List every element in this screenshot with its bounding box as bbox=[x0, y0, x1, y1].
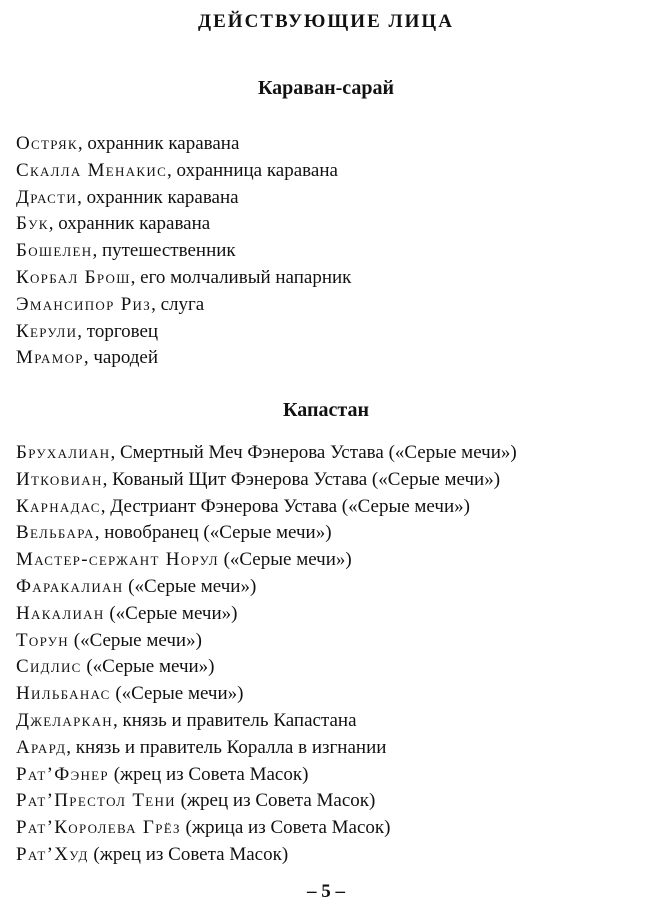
character-entry bbox=[16, 345, 351, 372]
character-description: (жрица из Совета Масок) bbox=[180, 817, 391, 839]
character-description: , новобранец («Серые мечи») bbox=[94, 522, 332, 544]
character-entry bbox=[16, 158, 351, 185]
page-number: – 5 – bbox=[307, 881, 345, 902]
character-name: Корбал Брош bbox=[16, 266, 131, 288]
character-name: Драсти bbox=[16, 186, 78, 208]
character-name: Фаракалиан bbox=[16, 575, 124, 597]
character-description: , Кованый Щит Фэнерова Устава («Серые мечи») bbox=[102, 468, 501, 490]
character-entry bbox=[16, 815, 517, 842]
character-entry bbox=[16, 735, 517, 762]
character-entry bbox=[16, 319, 351, 346]
character-description: , охранник каравана bbox=[77, 186, 239, 208]
character-name: Рат’Королева Грёз bbox=[16, 817, 181, 839]
character-entry bbox=[16, 708, 517, 735]
page-title: ДЕЙСТВУЮЩИЕ ЛИЦА bbox=[198, 11, 454, 32]
character-description: , торговец bbox=[77, 320, 159, 342]
character-entry bbox=[16, 788, 517, 815]
character-description: (жрец из Совета Масок) bbox=[175, 790, 376, 812]
character-name: Керули bbox=[16, 320, 78, 342]
character-description: (жрец из Совета Масок) bbox=[108, 763, 309, 785]
character-name: Джеларкан bbox=[16, 709, 113, 731]
character-entry bbox=[16, 842, 517, 869]
character-name: Мастер-сержант Норул bbox=[16, 549, 219, 571]
character-name: Вельбара bbox=[16, 522, 95, 544]
character-description: («Серые мечи») bbox=[218, 549, 352, 571]
character-description: («Серые мечи») bbox=[81, 656, 215, 678]
character-list-caravanserai bbox=[16, 131, 351, 372]
character-name: Брухалиан bbox=[16, 442, 111, 463]
character-description: , князь и правитель Коралла в изгнании bbox=[66, 736, 387, 758]
character-description: , Дестриант Фэнерова Устава («Серые мечи») bbox=[100, 495, 470, 517]
character-description: , чародей bbox=[83, 347, 159, 369]
character-description: («Серые мечи») bbox=[69, 629, 202, 651]
character-description: , слуга bbox=[151, 293, 205, 315]
character-entry bbox=[16, 238, 351, 265]
character-name: Рат’Престол Тени bbox=[16, 790, 176, 812]
character-name: Арард bbox=[16, 736, 67, 758]
character-entry bbox=[16, 467, 517, 494]
character-entry bbox=[16, 292, 351, 319]
character-description: , охранница каравана bbox=[167, 159, 338, 181]
character-description: («Серые мечи») bbox=[104, 602, 238, 624]
character-entry bbox=[16, 211, 351, 238]
character-entry bbox=[16, 265, 351, 292]
character-entry bbox=[16, 547, 517, 574]
character-entry bbox=[16, 654, 517, 681]
character-name: Эмансипор Риз bbox=[16, 293, 152, 315]
character-name: Рат’Фэнер bbox=[16, 763, 109, 785]
character-description: , охранник каравана bbox=[77, 133, 240, 154]
character-entry bbox=[16, 601, 517, 628]
character-entry bbox=[16, 185, 351, 212]
character-name: Бошелен bbox=[16, 240, 93, 262]
character-entry bbox=[16, 628, 517, 655]
character-description: , князь и правитель Капастана bbox=[112, 709, 357, 731]
character-entry bbox=[16, 520, 517, 547]
character-entry bbox=[16, 574, 517, 601]
character-name: Рат’Худ bbox=[16, 843, 89, 865]
character-description: , его молчаливый напарник bbox=[130, 266, 352, 288]
section-heading-capustan: Капастан bbox=[283, 399, 369, 421]
character-name: Сидлис bbox=[16, 656, 82, 678]
character-entry bbox=[16, 131, 351, 158]
character-name: Накалиан bbox=[16, 602, 105, 624]
character-name: Скалла Менакис bbox=[16, 159, 168, 181]
character-description: (жрец из Совета Масок) bbox=[88, 843, 289, 865]
character-name: Бук bbox=[16, 213, 49, 235]
character-name: Торун bbox=[16, 629, 69, 651]
character-entry bbox=[16, 762, 517, 789]
character-name: Итковиан bbox=[16, 468, 103, 490]
character-entry bbox=[16, 494, 517, 521]
character-description: («Серые мечи») bbox=[123, 575, 257, 597]
character-list-capustan bbox=[16, 440, 517, 869]
character-description: , путешественник bbox=[92, 240, 236, 262]
section-heading-caravanserai: Караван-сарай bbox=[257, 77, 395, 99]
character-description: («Серые мечи») bbox=[110, 683, 244, 705]
character-name: Остряк bbox=[16, 133, 78, 154]
character-entry bbox=[16, 681, 517, 708]
character-name: Мрамор bbox=[16, 347, 84, 369]
character-entry bbox=[16, 440, 517, 467]
character-description: , охранник каравана bbox=[48, 213, 211, 235]
character-name: Карнадас bbox=[16, 495, 101, 517]
character-name: Нильбанас bbox=[16, 683, 111, 705]
character-description: , Смертный Меч Фэнерова Устава («Серые мечи») bbox=[110, 442, 517, 463]
